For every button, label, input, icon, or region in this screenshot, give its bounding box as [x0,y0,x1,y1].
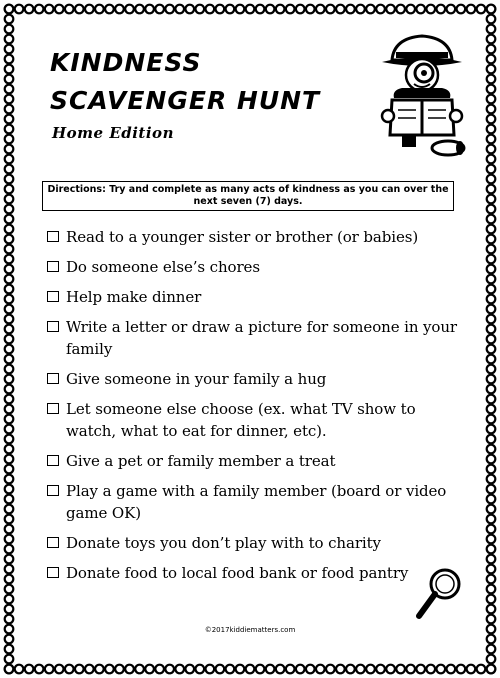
item-text: Give a pet or family member a treat [66,452,336,470]
checkbox-icon[interactable] [47,291,59,302]
list-item [47,316,467,360]
item-text: Help make dinner [66,288,202,306]
checkbox-icon[interactable] [47,373,59,384]
list-item [47,480,467,524]
list-item [47,286,467,308]
checkbox-icon[interactable] [47,403,59,414]
kindness-checklist [47,226,467,592]
title-line-1: KINDNESS [50,48,202,77]
checkbox-icon[interactable] [47,455,59,466]
checkbox-icon[interactable] [47,485,59,496]
list-item [47,562,467,584]
checkbox-icon[interactable] [47,231,59,242]
detective-reading-icon [372,30,472,160]
list-item [47,532,467,554]
checkbox-icon[interactable] [47,321,59,332]
list-item [47,368,467,390]
magnifying-glass-icon [415,566,465,626]
item-text: Let someone else choose (ex. what TV show to watch, what to eat for dinner, etc). [66,400,416,440]
copyright-text: ©2017kiddiematters.com [204,626,296,634]
item-text: Play a game with a family member (board or video game OK) [66,482,447,522]
item-text: Donate food to local food bank or food pantry [66,564,409,582]
checkbox-icon[interactable] [47,567,59,578]
item-text: Do someone else’s chores [66,258,260,276]
subtitle: Home Edition [52,124,174,142]
list-item [47,398,467,442]
list-item [47,226,467,248]
item-text: Give someone in your family a hug [66,370,327,388]
title-line-2: SCAVENGER HUNT [50,86,321,115]
list-item [47,450,467,472]
item-text: Read to a younger sister or brother (or babies) [66,228,419,246]
checkbox-icon[interactable] [47,537,59,548]
item-text: Write a letter or draw a picture for someone in your family [66,318,457,358]
item-text: Donate toys you don’t play with to charity [66,534,381,552]
directions-box: Directions: Try and complete as many acts of kindness as you can over the next seven (7) days. [42,181,454,211]
checkbox-icon[interactable] [47,261,59,272]
list-item [47,256,467,278]
